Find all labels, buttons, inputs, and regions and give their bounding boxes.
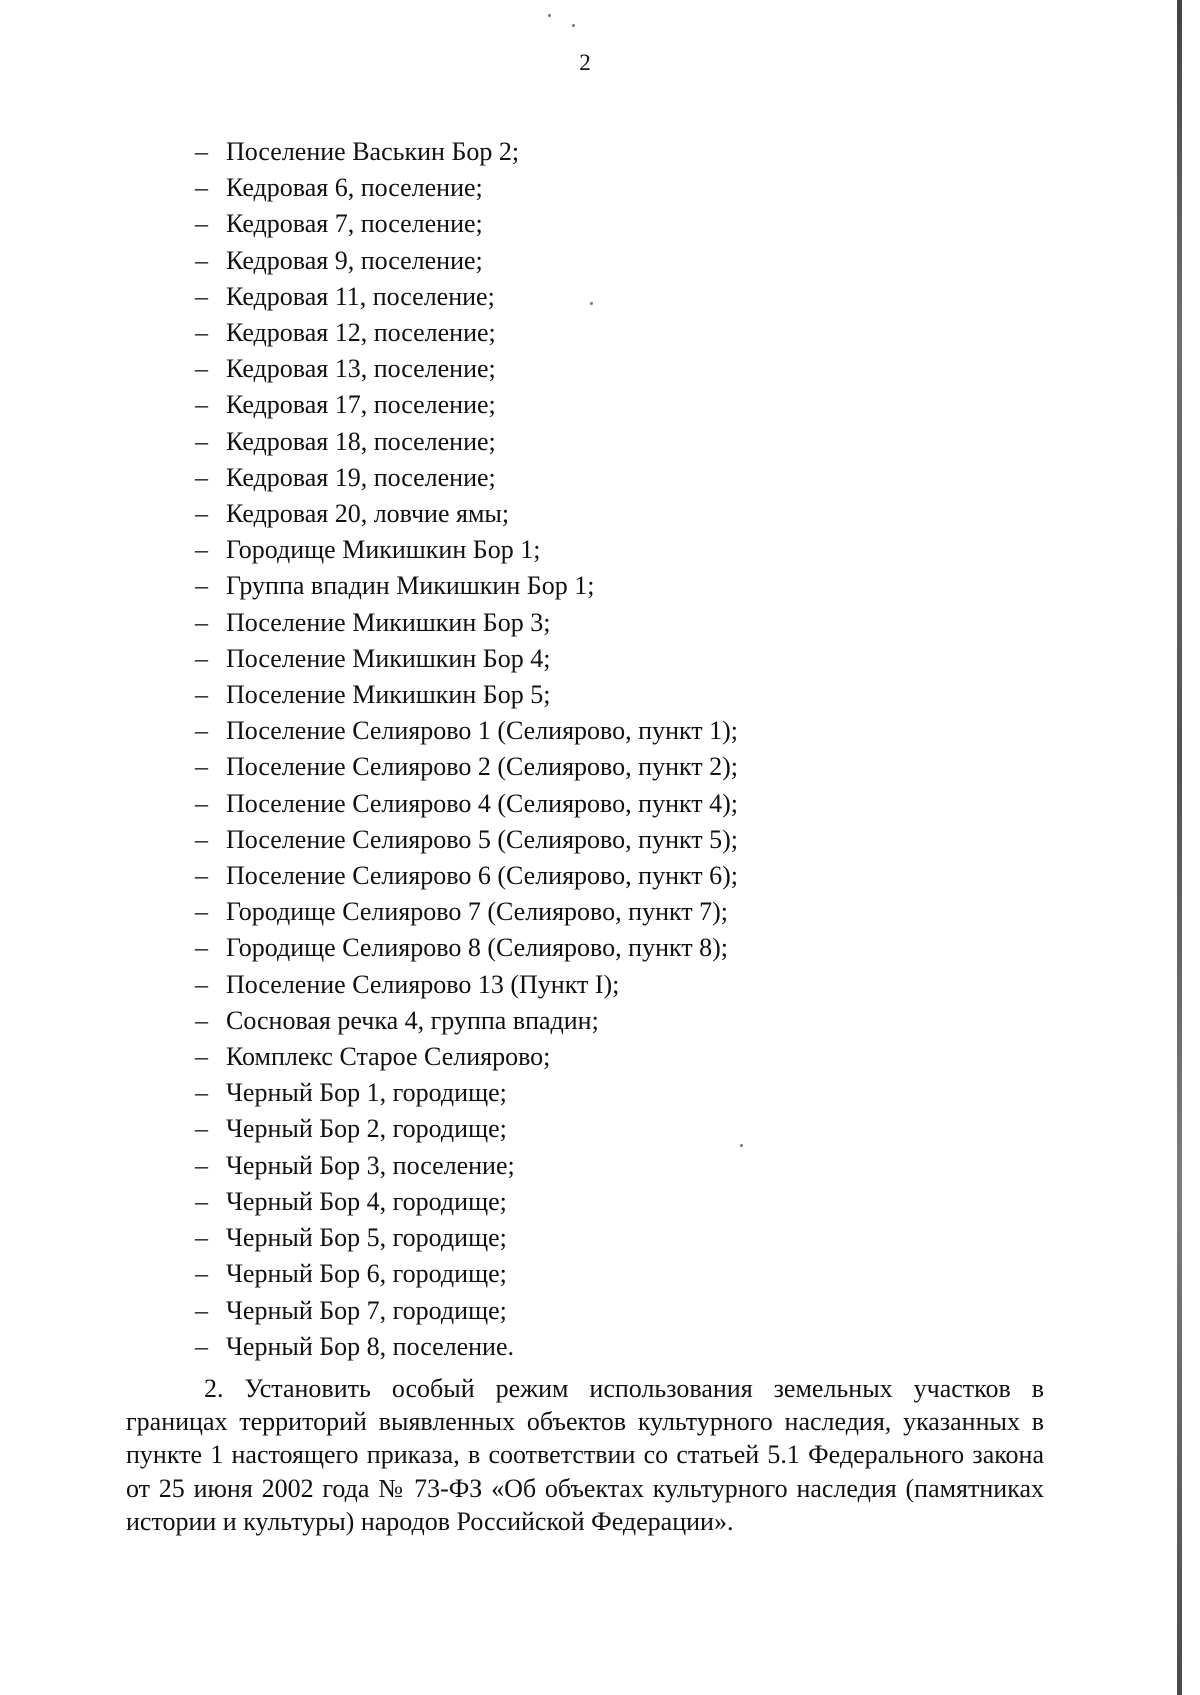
list-item [195,749,738,785]
scan-edge-shadow [1177,0,1182,1695]
list-dash: – [195,281,208,311]
list-item [195,713,738,749]
list-dash: – [195,788,208,818]
list-item-text: Черный Бор 3, поселение; [226,1150,515,1180]
list-dash: – [195,861,208,891]
heritage-objects-list [195,134,738,1365]
list-item-text: Кедровая 20, ловчие ямы; [226,499,510,529]
list-dash: – [195,571,208,601]
list-item-text: Кедровая 12, поселение; [226,318,496,348]
list-dash: – [195,1259,208,1289]
list-dash: – [195,499,208,529]
list-dash: – [195,1150,208,1180]
list-item [195,351,738,387]
list-item [195,134,738,170]
list-item-text: Кедровая 7, поселение; [226,209,483,239]
scan-speck [590,302,593,305]
list-dash: – [195,1331,208,1361]
list-dash: – [195,1042,208,1072]
list-dash: – [195,535,208,565]
list-item-text: Городище Микишкин Бор 1; [226,535,541,565]
list-item [195,641,738,677]
list-item-text: Черный Бор 1, городище; [226,1078,507,1108]
list-dash: – [195,173,208,203]
list-item-text: Черный Бор 6, городище; [226,1259,507,1289]
list-item [195,677,738,713]
list-dash: – [195,824,208,854]
list-item-text: Поселение Селиярово 6 (Селиярово, пункт 6); [226,861,739,891]
list-dash: – [195,643,208,673]
page-number: 2 [579,50,591,75]
list-dash: – [195,245,208,275]
list-dash: – [195,607,208,637]
list-item-text: Поселение Селиярово 5 (Селиярово, пункт 5); [226,824,739,854]
list-item [195,1111,738,1147]
list-dash: – [195,390,208,420]
list-item-text: Поселение Селиярово 1 (Селиярово, пункт 1); [226,716,739,746]
list-dash: – [195,426,208,456]
list-item [195,206,738,242]
list-item [195,967,738,1003]
list-item-text: Черный Бор 5, городище; [226,1223,507,1253]
list-item [195,460,738,496]
list-dash: – [195,752,208,782]
list-dash: – [195,1114,208,1144]
list-item-text: Черный Бор 4, городище; [226,1186,507,1216]
list-item [195,279,738,315]
list-item [195,568,738,604]
list-dash: – [195,969,208,999]
list-dash: – [195,897,208,927]
list-item-text: Кедровая 9, поселение; [226,245,483,275]
list-item-text: Поселение Селиярово 4 (Селиярово, пункт 4); [226,788,739,818]
list-item-text: Поселение Васькин Бор 2; [226,137,520,166]
list-item-text: Городище Селиярово 7 (Селиярово, пункт 7); [226,897,729,927]
list-dash: – [195,462,208,492]
list-dash: – [195,1295,208,1325]
list-item [195,170,738,206]
list-item-text: Кедровая 17, поселение; [226,390,496,420]
list-dash: – [195,1223,208,1253]
list-item [195,1184,738,1220]
list-dash: – [195,933,208,963]
list-item [195,424,738,460]
list-item [195,532,738,568]
scan-speck [740,1144,743,1147]
list-item [195,894,738,930]
list-item-text: Поселение Микишкин Бор 4; [226,643,551,673]
list-dash: – [195,680,208,710]
list-item [195,1220,738,1256]
list-item-text: Кедровая 13, поселение; [226,354,496,384]
list-item [195,496,738,532]
list-item [195,822,738,858]
list-item-text: Группа впадин Микишкин Бор 1; [226,571,595,601]
list-item [195,858,738,894]
list-item [195,1293,738,1329]
list-item [195,1003,738,1039]
scan-speck [572,24,575,27]
list-item-text: Кедровая 11, поселение; [226,281,495,311]
list-item [195,605,738,641]
list-item-text: Поселение Селиярово 13 (Пункт I); [226,969,620,999]
list-item-text: Сосновая речка 4, группа впадин; [226,1005,599,1035]
list-dash: – [195,354,208,384]
list-item-text: Кедровая 6, поселение; [226,173,483,203]
list-item-text: Черный Бор 2, городище; [226,1114,507,1144]
list-item [195,930,738,966]
list-item [195,243,738,279]
list-item [195,1148,738,1184]
list-dash: – [195,1078,208,1108]
list-dash: – [195,318,208,348]
scan-speck [548,14,551,17]
list-item-text: Комплекс Старое Селиярово; [226,1042,551,1072]
list-dash: – [195,716,208,746]
list-item-text: Поселение Селиярово 2 (Селиярово, пункт 2); [226,752,739,782]
list-dash: – [195,137,208,166]
list-item [195,1256,738,1292]
list-item-text: Кедровая 18, поселение; [226,426,496,456]
list-item [195,387,738,423]
list-item [195,1075,738,1111]
list-item [195,1039,738,1075]
list-item-text: Поселение Микишкин Бор 5; [226,680,551,710]
list-item-text: Кедровая 19, поселение; [226,462,496,492]
list-dash: – [195,1005,208,1035]
list-dash: – [195,1186,208,1216]
list-item [195,315,738,351]
paragraph-2: 2. Установить особый режим использования земельных участков в границах территорий выявленных объектов культурного наследия, указанных в пункте 1 настоящего приказа, в соответствии со статьей 5.1 Федерального закона от 25 июня 2002 года № 73-ФЗ «Об объектах культурного наследия (памятниках истории и культуры) народов Российской Федерации». [126,1374,1044,1536]
list-item-text: Поселение Микишкин Бор 3; [226,607,551,637]
list-item-text: Черный Бор 7, городище; [226,1295,507,1325]
list-item [195,1329,738,1365]
list-item-text: Черный Бор 8, поселение. [226,1331,515,1361]
list-item [195,786,738,822]
list-dash: – [195,209,208,239]
list-item-text: Городище Селиярово 8 (Селиярово, пункт 8); [226,933,729,963]
